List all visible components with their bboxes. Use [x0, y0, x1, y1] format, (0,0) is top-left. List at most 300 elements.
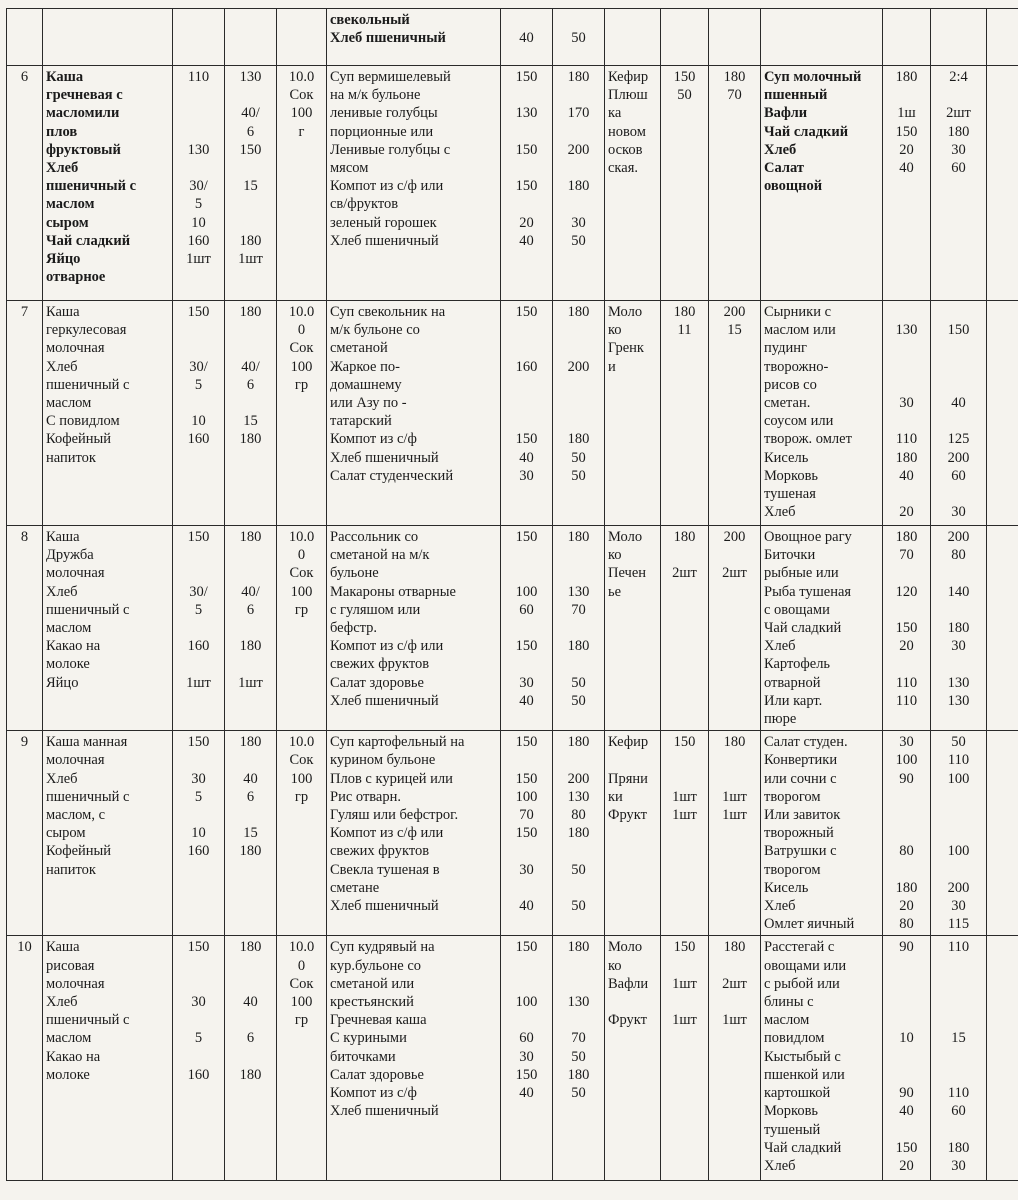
breakfast-qty-1-line: [176, 104, 221, 122]
lunch-qty-2-line: 130: [567, 994, 590, 1011]
dinner-qty-1-line: 110: [895, 674, 918, 691]
afternoon-qty-2-line: 180: [723, 939, 746, 956]
afternoon-qty-1-line: 1шт: [672, 788, 697, 805]
dinner-cell-line: соусом или: [764, 413, 834, 430]
lunch-qty-2-line: [556, 564, 601, 582]
lunch-qty-1: [501, 526, 553, 731]
dinner-cell-line: Вафли: [764, 105, 808, 122]
lunch-cell-line: Хлеб пшеничный: [330, 232, 439, 249]
afternoon-cell-line: [608, 751, 657, 769]
day-number: [7, 731, 43, 936]
snack-cell: [277, 301, 327, 526]
lunch-qty-2: [553, 301, 605, 526]
lunch-cell-line: татарский: [330, 413, 392, 430]
dinner-qty-1-line: [886, 1121, 927, 1139]
lunch-cell-line: Суп картофельный на: [330, 734, 465, 751]
snack-cell-line: 10.0: [288, 304, 315, 320]
lunch-qty-1-line: [504, 957, 549, 975]
lunch-qty-2-line: 130: [567, 583, 590, 600]
lunch-cell: [327, 66, 501, 301]
dinner-qty-2-line: 180: [947, 123, 970, 140]
afternoon-qty-2-line: 2шт: [722, 565, 747, 582]
afternoon-cell-line: Пряни: [608, 770, 648, 787]
breakfast-qty-2-line: 6: [246, 376, 255, 393]
day-number: [7, 526, 43, 731]
afternoon-qty-1-line: [664, 993, 705, 1011]
lunch-qty-2-line: [556, 879, 601, 897]
snack-cell-line: гр: [294, 788, 309, 805]
dinner-cell-line: Суп молочный: [764, 69, 862, 85]
dinner-qty-1-line: 110: [895, 692, 918, 709]
dinner-cell-line: маслом или: [764, 322, 836, 339]
dinner-qty-1: [883, 936, 931, 1181]
lunch-qty-2-line: 180: [567, 431, 590, 448]
breakfast-cell-line: пшеничный с: [46, 376, 130, 393]
lunch-qty-1-line: 150: [515, 141, 538, 158]
dinner-qty-1-line: 20: [899, 638, 914, 655]
lunch-qty-2-line: [556, 376, 601, 394]
afternoon-cell-line: ки: [608, 788, 623, 805]
dinner-cell-line: тушеная: [764, 486, 816, 503]
dinner-qty-2-line: 150: [947, 322, 970, 339]
breakfast-cell-line: Каша: [46, 69, 84, 85]
lunch-cell-line: м/к бульоне со: [330, 322, 420, 339]
dinner-cell-line: творожный: [764, 825, 834, 842]
lunch-qty-1: [501, 731, 553, 936]
dinner-cell-line: пшенный: [764, 87, 828, 104]
afternoon-qty-1-line: 11: [677, 322, 692, 339]
snack-cell-line: 10.0: [288, 734, 315, 751]
table-row: [7, 731, 1018, 936]
dinner-qty-1-line: 70: [899, 547, 914, 564]
top-empty-cell: [225, 9, 277, 66]
breakfast-qty-2-line: 40: [243, 994, 258, 1011]
lunch-qty-1-line: 40: [519, 1085, 534, 1102]
breakfast-qty-2-line: [228, 655, 273, 673]
lunch-qty-1-line: [504, 321, 549, 339]
lunch-qty-1-line: [504, 412, 549, 430]
lunch-cell-line: с гуляшом или: [330, 601, 421, 618]
dinner-cell-line: с овощами: [764, 601, 830, 618]
lunch-qty-1-line: 100: [515, 788, 538, 805]
lunch-cell: [327, 731, 501, 936]
lunch-qty-1-line: 150: [515, 178, 538, 195]
lunch-qty-2-line: [556, 957, 601, 975]
lunch-qty-1-line: 150: [515, 825, 538, 842]
snack-cell-line: 100: [290, 105, 313, 122]
breakfast-qty-2-line: 40: [243, 770, 258, 787]
lunch-qty-2-line: [556, 394, 601, 412]
lunch-qty-1-line: 40: [519, 692, 534, 709]
dinner-qty-1-line: 40: [899, 1103, 914, 1120]
day-number-line: 9: [20, 734, 29, 751]
dinner-qty-2-line: 50: [951, 734, 966, 751]
afternoon-qty-1-line: 1шт: [672, 1012, 697, 1029]
breakfast-cell-line: Какао на: [46, 1048, 101, 1065]
lunch-qty-2-line: 180: [567, 178, 590, 195]
dinner-cell-line: маслом: [764, 1012, 810, 1029]
dinner-qty-2-line: [934, 1066, 983, 1084]
dinner-qty-1-line: 30: [899, 395, 914, 412]
breakfast-cell-line: плов: [46, 123, 78, 140]
lunch-qty-2-line: [556, 975, 601, 993]
lunch-cell-line: Макароны отварные: [330, 583, 456, 600]
lunch-qty-2-line: [556, 1011, 601, 1029]
dinner-cell-line: Рыба тушеная: [764, 583, 852, 600]
breakfast-qty-1-line: [176, 975, 221, 993]
afternoon-cell-line: Кефир: [608, 69, 649, 85]
afternoon-cell: [605, 66, 661, 301]
table-row-top: [7, 9, 1018, 66]
dinner-cell-line: Хлеб: [764, 898, 796, 915]
breakfast-qty-2-line: 180: [239, 304, 262, 320]
dinner-qty-2-line: [934, 788, 983, 806]
breakfast-qty-2: [225, 301, 277, 526]
dinner-qty-2-line: [934, 806, 983, 824]
lunch-qty-2-line: 30: [571, 214, 586, 231]
dinner-cell: [761, 66, 883, 301]
breakfast-qty-2-line: [228, 321, 273, 339]
lunch-cell-line: Салат здоровье: [330, 1066, 424, 1083]
breakfast-qty-1-line: 30/: [189, 178, 208, 195]
afternoon-qty-1-line: 1шт: [672, 975, 697, 992]
snack-cell: [277, 66, 327, 301]
lunch-qty-1-line: 150: [515, 304, 538, 320]
breakfast-cell-line: масломили: [46, 105, 120, 122]
breakfast-qty-1-line: 5: [194, 601, 203, 618]
lunch-qty-2-line: 180: [567, 734, 590, 751]
lunch-qty-1-line: 150: [515, 770, 538, 787]
breakfast-qty-2-line: 1шт: [238, 674, 263, 691]
afternoon-cell-line: Моло: [608, 304, 643, 320]
breakfast-qty-1-line: 160: [187, 843, 210, 860]
snack-cell-line: 100: [290, 583, 313, 600]
breakfast-qty-2-line: 6: [246, 1030, 255, 1047]
afternoon-qty-1: [661, 936, 709, 1181]
breakfast-qty-1-line: [176, 321, 221, 339]
breakfast-cell-line: напиток: [46, 449, 96, 466]
dinner-qty-1-line: 1ш: [897, 105, 916, 122]
edge-cell: [987, 731, 1018, 936]
lunch-qty-2-line: [556, 339, 601, 357]
lunch-qty-2: [553, 936, 605, 1181]
breakfast-qty-1-line: 30/: [189, 583, 208, 600]
dinner-qty-1-line: 40: [899, 160, 914, 177]
breakfast-qty-1-line: [176, 339, 221, 357]
lunch-qty-2-line: 170: [567, 105, 590, 122]
breakfast-cell-line: Чай сладкий: [46, 232, 131, 249]
breakfast-cell-line: молоке: [46, 656, 90, 673]
afternoon-qty-2-line: 2шт: [722, 975, 747, 992]
breakfast-qty-2-line: 180: [239, 232, 262, 249]
lunch-qty-1-line: [504, 751, 549, 769]
breakfast-cell: [43, 526, 173, 731]
lunch-qty-2-line: [556, 123, 601, 141]
lunch-qty-1-line: 150: [515, 529, 538, 545]
breakfast-qty-2-line: 180: [239, 734, 262, 751]
breakfast-qty-2-line: 1шт: [238, 251, 263, 268]
breakfast-qty-1-line: 160: [187, 1066, 210, 1083]
dinner-cell: [761, 526, 883, 731]
dinner-qty-2-line: 100: [947, 770, 970, 787]
dinner-qty-1-line: 100: [895, 752, 918, 769]
afternoon-cell-line: Плюш: [608, 87, 648, 104]
top-empty-cell: [931, 9, 987, 66]
lunch-cell-line: Суп кудрявый на: [330, 939, 435, 956]
breakfast-qty-2-line: 180: [239, 939, 262, 956]
dinner-qty-1-line: [886, 303, 927, 321]
top-lunch-q2-line: 50: [571, 30, 586, 47]
dinner-cell-line: сметан.: [764, 395, 811, 412]
afternoon-cell-line: Кефир: [608, 734, 649, 751]
breakfast-qty-1-line: [176, 1048, 221, 1066]
dinner-qty-2-line: 180: [947, 620, 970, 637]
table-row: [7, 301, 1018, 526]
lunch-cell-line: Рис отварн.: [330, 788, 402, 805]
lunch-cell-line: Суп вермишелевый: [330, 69, 451, 85]
snack-cell-line: Сок: [289, 752, 314, 769]
breakfast-cell: [43, 66, 173, 301]
dinner-qty-2-line: 30: [951, 141, 966, 158]
afternoon-qty-1: [661, 66, 709, 301]
dinner-qty-1-line: 150: [895, 1139, 918, 1156]
breakfast-qty-2-line: 130: [239, 69, 262, 85]
dinner-cell-line: рыбные или: [764, 565, 839, 582]
breakfast-qty-1-line: [176, 957, 221, 975]
lunch-qty-1-line: [504, 619, 549, 637]
breakfast-qty-2-line: [228, 159, 273, 177]
breakfast-qty-2-line: [228, 1011, 273, 1029]
breakfast-cell-line: Какао на: [46, 638, 101, 655]
lunch-cell-line: свежих фруктов: [330, 656, 430, 673]
breakfast-cell-line: отварное: [46, 269, 106, 286]
lunch-qty-1-line: 40: [519, 232, 534, 249]
lunch-qty-2-line: [556, 321, 601, 339]
afternoon-qty-1-line: 150: [673, 734, 696, 751]
dinner-qty-1-line: [886, 806, 927, 824]
lunch-qty-1-line: [504, 86, 549, 104]
lunch-qty-1-line: [504, 123, 549, 141]
lunch-qty-1-line: [504, 339, 549, 357]
breakfast-cell-line: Каша: [46, 529, 80, 545]
dinner-qty-1: [883, 731, 931, 936]
lunch-cell-line: зеленый горошек: [330, 214, 437, 231]
dinner-qty-1-line: [886, 358, 927, 376]
lunch-qty-1-line: 100: [515, 583, 538, 600]
dinner-qty-2-line: [934, 975, 983, 993]
afternoon-qty-2-line: 1шт: [722, 788, 747, 805]
lunch-qty-1-line: 150: [515, 638, 538, 655]
dinner-qty-2-line: [934, 358, 983, 376]
snack-cell-line: 100: [290, 770, 313, 787]
afternoon-qty-1-line: [664, 957, 705, 975]
snack-cell-line: 0: [297, 957, 306, 974]
lunch-qty-1-line: 40: [519, 449, 534, 466]
dinner-qty-2-line: 60: [951, 160, 966, 177]
afternoon-cell-line: Моло: [608, 939, 643, 956]
day-number-line: 7: [20, 304, 29, 320]
lunch-qty-1-line: 70: [519, 807, 534, 824]
lunch-cell-line: Рассольник со: [330, 529, 419, 545]
lunch-cell-line: Салат здоровье: [330, 674, 424, 691]
afternoon-qty-2: [709, 526, 761, 731]
lunch-qty-1-line: [504, 975, 549, 993]
lunch-qty-2-line: 50: [571, 692, 586, 709]
breakfast-qty-2-line: [228, 1048, 273, 1066]
dinner-qty-1-line: 90: [899, 770, 914, 787]
afternoon-qty-2-line: 180: [723, 69, 746, 85]
breakfast-cell-line: Каша: [46, 939, 80, 956]
breakfast-qty-1-line: [176, 159, 221, 177]
breakfast-cell-line: маслом: [46, 196, 95, 213]
afternoon-qty-1-line: [664, 546, 705, 564]
lunch-qty-1-line: 150: [515, 69, 538, 85]
dinner-qty-2: [931, 731, 987, 936]
dinner-qty-1-line: 180: [895, 449, 918, 466]
lunch-cell-line: Хлеб пшеничный: [330, 449, 439, 466]
lunch-qty-2-line: 50: [571, 861, 586, 878]
lunch-qty-2-line: 200: [567, 141, 590, 158]
dinner-qty-2-line: 130: [947, 692, 970, 709]
dinner-cell-line: Чай сладкий: [764, 1139, 842, 1156]
afternoon-qty-2: [709, 936, 761, 1181]
lunch-qty-2-line: 50: [571, 232, 586, 249]
breakfast-qty-1-line: 30/: [189, 358, 208, 375]
lunch-qty-2-line: 180: [567, 69, 590, 85]
table-row: [7, 66, 1018, 301]
dinner-qty-1-line: [886, 975, 927, 993]
breakfast-qty-2-line: [228, 564, 273, 582]
lunch-cell-line: Хлеб пшеничный: [330, 898, 439, 915]
afternoon-qty-2-line: 70: [727, 87, 742, 104]
snack-cell-line: 100: [290, 358, 313, 375]
breakfast-cell-line: маслом: [46, 1030, 92, 1047]
lunch-qty-2-line: 200: [567, 770, 590, 787]
dinner-qty-1-line: [886, 86, 927, 104]
afternoon-cell-line: Печен: [608, 565, 647, 582]
breakfast-cell-line: Хлеб: [46, 994, 78, 1011]
top-empty-cell: [43, 9, 173, 66]
dinner-cell-line: Хлеб: [764, 504, 796, 521]
dinner-cell-line: творожно-: [764, 358, 829, 375]
dinner-qty-1-line: 130: [895, 322, 918, 339]
dinner-qty-2-line: [934, 655, 983, 673]
snack-cell: [277, 526, 327, 731]
lunch-qty-2-line: 50: [571, 449, 586, 466]
lunch-cell-line: Плов с курицей или: [330, 770, 453, 787]
afternoon-qty-2-line: 200: [723, 529, 746, 545]
lunch-qty-2-line: 180: [567, 529, 590, 545]
table-row: [7, 526, 1018, 731]
afternoon-qty-1-line: 1шт: [672, 807, 697, 824]
breakfast-qty-2-line: [228, 546, 273, 564]
afternoon-qty-1-line: 180: [673, 304, 696, 320]
dinner-cell-line: Или карт.: [764, 692, 823, 709]
dinner-qty-2-line: 100: [947, 843, 970, 860]
dinner-qty-1-line: [886, 485, 927, 503]
top-empty-cell: [7, 9, 43, 66]
dinner-qty-2-line: 30: [951, 898, 966, 915]
breakfast-qty-2-line: 40/: [241, 358, 260, 375]
lunch-cell-line: Жаркое по-: [330, 358, 400, 375]
breakfast-qty-2-line: [228, 957, 273, 975]
dinner-qty-1-line: 180: [895, 69, 918, 85]
top-empty-cell: [883, 9, 931, 66]
afternoon-qty-2-line: [712, 770, 757, 788]
lunch-qty-1-line: 160: [515, 358, 538, 375]
breakfast-cell-line: сыром: [46, 214, 89, 231]
snack-cell-line: Сок: [289, 565, 314, 582]
dinner-qty-1-line: [886, 601, 927, 619]
lunch-qty-1: [501, 301, 553, 526]
breakfast-qty-2-line: 15: [243, 413, 258, 430]
lunch-qty-1-line: 30: [519, 467, 534, 484]
breakfast-qty-1: [173, 526, 225, 731]
breakfast-cell-line: пшеничный с: [46, 601, 130, 618]
breakfast-qty-1-line: 30: [191, 994, 206, 1011]
dinner-cell-line: пшенкой или: [764, 1066, 845, 1083]
dinner-qty-1-line: 20: [899, 141, 914, 158]
breakfast-cell-line: Хлеб: [46, 583, 78, 600]
afternoon-qty-2-line: 200: [723, 304, 746, 320]
dinner-qty-2-line: [934, 993, 983, 1011]
lunch-qty-2-line: [556, 412, 601, 430]
dinner-cell-line: Овощное рагу: [764, 529, 852, 545]
day-number-line: 10: [17, 939, 32, 956]
dinner-qty-1-line: 10: [899, 1030, 914, 1047]
afternoon-cell-line: и: [608, 358, 616, 375]
breakfast-cell-line: Дружба: [46, 547, 94, 564]
afternoon-cell-line: ье: [608, 583, 622, 600]
lunch-qty-1-line: [504, 1011, 549, 1029]
breakfast-qty-1-line: 5: [194, 1030, 203, 1047]
breakfast-qty-1-line: [176, 751, 221, 769]
day-number: [7, 66, 43, 301]
edge-cell: [987, 66, 1018, 301]
breakfast-qty-1-line: 160: [187, 431, 210, 448]
afternoon-cell-line: ская.: [608, 160, 638, 177]
dinner-cell-line: или сочни с: [764, 770, 837, 787]
lunch-qty-2-line: [556, 751, 601, 769]
dinner-cell-line: творогом: [764, 861, 821, 878]
edge-cell: [987, 526, 1018, 731]
dinner-qty-2-line: [934, 339, 983, 357]
dinner-qty-1-line: 90: [899, 1085, 914, 1102]
dinner-cell-line: Хлеб: [764, 638, 796, 655]
breakfast-qty-2-line: 180: [239, 431, 262, 448]
breakfast-qty-1-line: 10: [191, 214, 206, 231]
dinner-qty-2-line: 30: [951, 1157, 966, 1174]
breakfast-cell-line: Яйцо: [46, 251, 81, 268]
breakfast-cell: [43, 936, 173, 1181]
lunch-qty-2-line: 180: [567, 1066, 590, 1083]
dinner-qty-1-line: [886, 655, 927, 673]
dinner-cell-line: Кисель: [764, 879, 809, 896]
dinner-qty-2-line: 180: [947, 1139, 970, 1156]
dinner-qty-2-line: 115: [947, 916, 970, 933]
lunch-cell-line: Компот из с/ф: [330, 1085, 417, 1102]
lunch-qty-1-line: 60: [519, 1030, 534, 1047]
lunch-qty-1-line: [504, 842, 549, 860]
dinner-qty-2-line: [934, 1011, 983, 1029]
breakfast-cell-line: Кофейный: [46, 431, 112, 448]
snack-cell-line: гр: [294, 601, 309, 618]
breakfast-qty-1-line: 30: [191, 770, 206, 787]
lunch-qty-1: [501, 66, 553, 301]
dinner-cell: [761, 936, 883, 1181]
afternoon-qty-1-line: [664, 751, 705, 769]
lunch-qty-1-line: [504, 655, 549, 673]
